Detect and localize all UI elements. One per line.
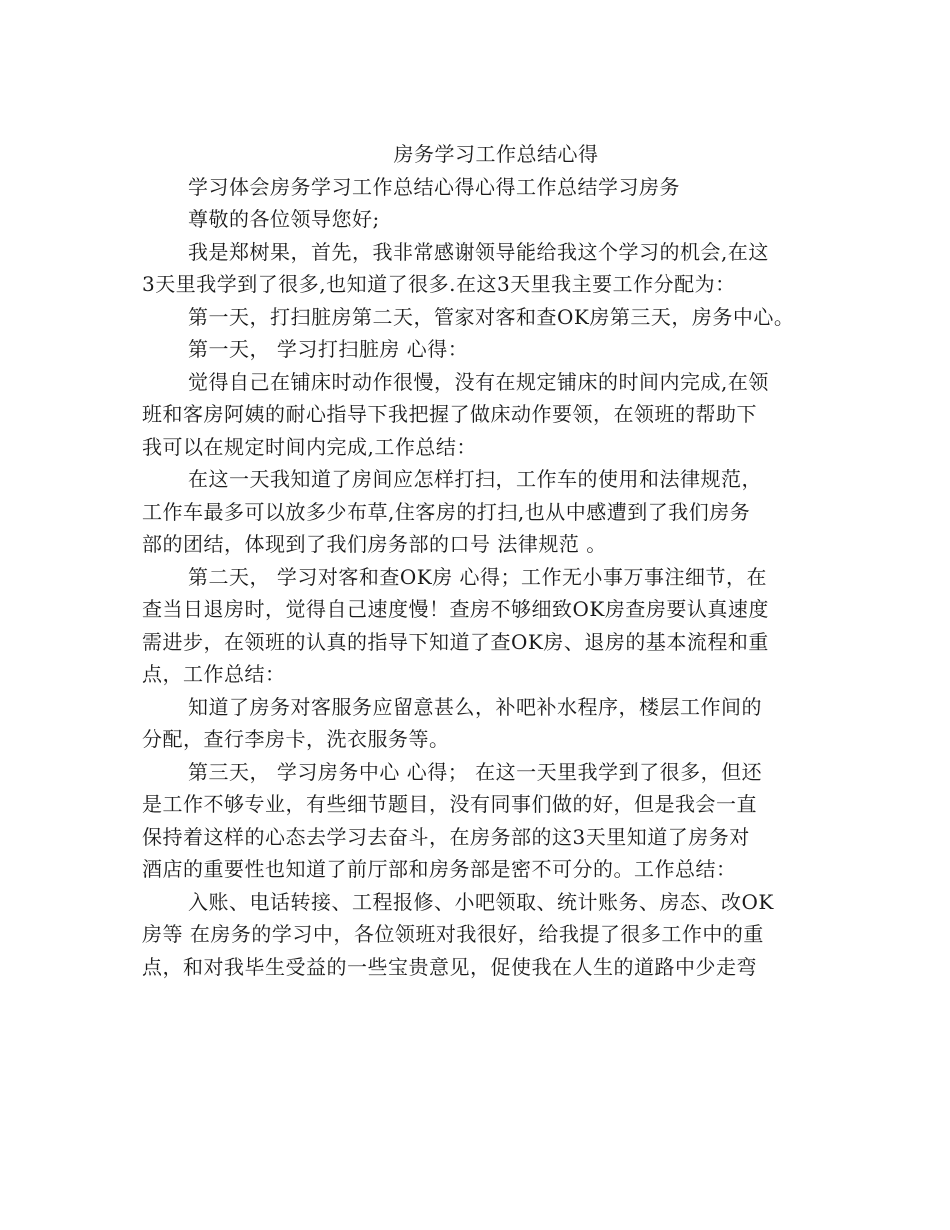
paragraph-line: 部的团结，体现到了我们房务部的口号 法律规范 。	[142, 532, 607, 556]
paragraph	[142, 236, 822, 301]
paragraph-line: 点，工作总结：	[142, 662, 286, 686]
paragraph-line: 第三天， 学习房务中心 心得； 在这一天里我学到了很多，但还	[188, 759, 763, 784]
paragraph-line: 房等 在房务的学习中，各位领班对我很好，给我提了很多工作中的重	[142, 922, 764, 946]
document-body	[142, 138, 822, 983]
paragraph-line: 第一天， 学习打扫脏房 心得：	[188, 337, 469, 361]
paragraph-line: 第二天， 学习对客和查OK房 心得；工作无小事万事注细节，在	[188, 564, 768, 589]
document-title: 房务学习工作总结心得	[393, 142, 599, 166]
paragraph-line: 3天里我学到了很多,也知道了很多.在这3天里我主要工作分配为：	[142, 272, 736, 296]
paragraph-line: 点，和对我毕生受益的一些宝贵意见，促使我在人生的道路中少走弯	[142, 954, 757, 979]
paragraph-line: 需进步，在领班的认真的指导下知道了查OK房、退房的基本流程和重	[142, 629, 769, 654]
paragraph-line: 在这一天我知道了房间应怎样打扫，工作车的使用和法律规范，	[188, 467, 762, 491]
paragraph-line: 是工作不够专业，有些细节题目，没有同事们做的好，但是我会一直	[142, 792, 757, 816]
paragraph	[142, 301, 822, 334]
paragraph-line: 尊敬的各位领导您好;	[188, 207, 380, 231]
paragraph-line: 查当日退房时，觉得自己速度慢！查房不够细致OK房查房要认真速度	[142, 597, 769, 621]
paragraph	[142, 366, 822, 464]
paragraph	[142, 886, 822, 984]
paragraph-line: 第一天，打扫脏房第二天，管家对客和查OK房第三天，房务中心。	[188, 304, 795, 329]
paragraph	[142, 756, 822, 886]
paragraph	[142, 203, 822, 236]
paragraph-line: 酒店的重要性也知道了前厅部和房务部是密不可分的。工作总结：	[142, 857, 737, 881]
paragraph-line: 我是郑树果，首先，我非常感谢领导能给我这个学习的机会,在这	[188, 239, 769, 264]
paragraph-line: 觉得自己在铺床时动作很慢，没有在规定铺床的时间内完成,在领	[188, 369, 769, 394]
paragraph	[142, 691, 822, 756]
paragraph-line: 入账、电话转接、工程报修、小吧领取、统计账务、房态、改OK	[188, 889, 774, 914]
paragraph-line: 保持着这样的心态去学习去奋斗，在房务部的这3天里知道了房务对	[142, 824, 750, 849]
paragraph	[142, 171, 822, 204]
paragraph-line: 工作车最多可以放多少布草,住客房的打扫,也从中感遭到了我们房务	[142, 499, 751, 524]
paragraph	[142, 561, 822, 691]
paragraph-line: 学习体会房务学习工作总结心得心得工作总结学习房务	[188, 174, 680, 199]
paragraph-line: 班和客房阿姨的耐心指导下我把握了做床动作要领，在领班的帮助下	[142, 402, 757, 426]
paragraph	[142, 463, 822, 561]
paragraph-line: 分配，查行李房卡，洗衣服务等。	[142, 727, 450, 751]
paragraph	[142, 333, 822, 366]
paragraph-line: 知道了房务对客服务应留意甚么，补吧补水程序，楼层工作间的	[188, 694, 762, 719]
paragraph-line: 我可以在规定时间内完成,工作总结：	[142, 434, 477, 459]
paragraph-list	[142, 171, 822, 984]
